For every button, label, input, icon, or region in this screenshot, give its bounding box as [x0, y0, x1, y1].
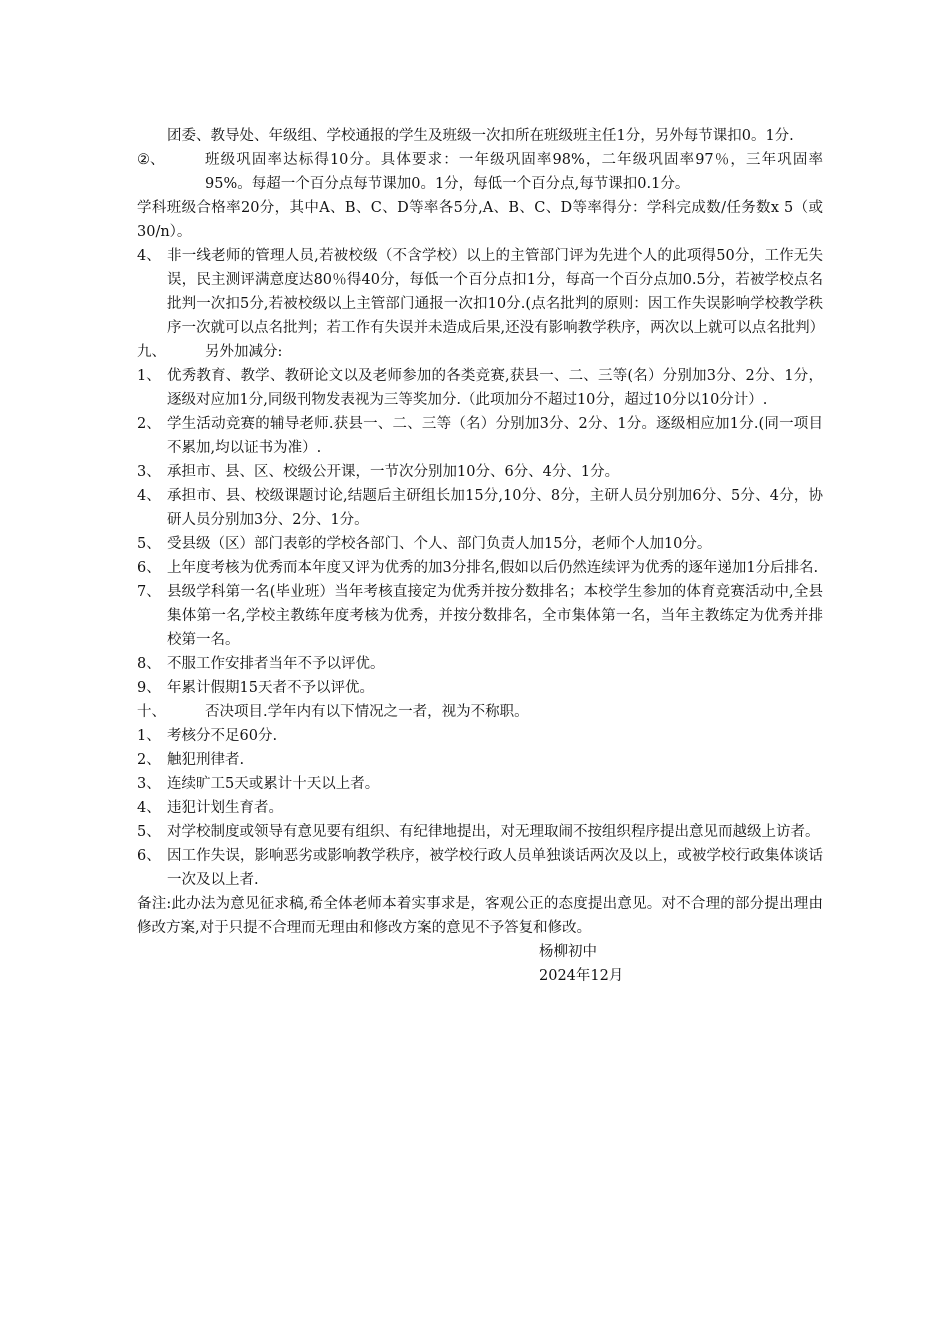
list-item — [137, 532, 823, 556]
list-item — [137, 844, 823, 892]
item-text: 班级巩固率达标得10分。具体要求：一年级巩固率98%，二年级巩固率97％，三年巩固率95%。每超一个百分点每节课加0。1分，每低一个百分点,每节课扣0.1分。 — [205, 152, 823, 192]
list-item — [137, 556, 823, 580]
note-paragraph: 备注:此办法为意见征求稿,希全体老师本着实事求是，客观公正的态度提出意见。对不合理的部分提出理由修改方案,对于只提不合理而无理由和修改方案的意见不予答复和修改。 — [137, 896, 823, 936]
item-number: 9、 — [137, 680, 161, 696]
list-item — [137, 412, 823, 460]
item-number: 3、 — [137, 464, 161, 480]
item-text: 触犯刑律者. — [167, 752, 245, 768]
item-number: 5、 — [137, 536, 161, 552]
item-text: 连续旷工5天或累计十天以上者。 — [167, 776, 380, 792]
item-text: 学生活动竞赛的辅导老师.获县一、二、三等（名）分别加3分、2分、1分。逐级相应加1分.(同一项目不累加,均以证书为准）. — [167, 416, 823, 456]
subject-pass-rate: 学科班级合格率20分，其中A、B、C、D等率各5分,A、B、C、D等率得分：学科完成数/任务数x 5（或30/n）。 — [137, 200, 823, 240]
item-text: 承担市、县、区、校级公开课，一节次分别加10分、6分、4分、1分。 — [167, 464, 620, 480]
item-number: 8、 — [137, 656, 161, 672]
list-item — [137, 652, 823, 676]
section-title: 否决项目.学年内有以下情况之一者，视为不称职。 — [205, 704, 529, 720]
list-item — [137, 364, 823, 412]
list-item — [137, 676, 823, 700]
list-item — [137, 748, 823, 772]
item-number: 5、 — [137, 824, 161, 840]
item-text: 考核分不足60分. — [167, 728, 278, 744]
item-number: 7、 — [137, 584, 161, 600]
list-item — [137, 484, 823, 532]
item-number: 2、 — [137, 752, 161, 768]
item-text: 不服工作安排者当年不予以评优。 — [167, 656, 385, 672]
list-item — [137, 820, 823, 844]
document-page — [137, 124, 823, 988]
item-text: 受县级（区）部门表彰的学校各部门、个人、部门负责人加15分，老师个人加10分。 — [167, 536, 712, 552]
signature-date: 2024年12月 — [539, 968, 624, 984]
list-item — [137, 724, 823, 748]
section-10-heading — [137, 700, 823, 724]
list-item — [137, 772, 823, 796]
list-item — [137, 580, 823, 652]
section-number: 九、 — [137, 344, 166, 360]
item-number: 3、 — [137, 776, 161, 792]
item-number: 4、 — [137, 488, 161, 504]
item-number: ②、 — [137, 152, 165, 168]
signature-school: 杨柳初中 — [539, 944, 597, 960]
list-item — [137, 460, 823, 484]
item-text: 县级学科第一名(毕业班）当年考核直接定为优秀并按分数排名；本校学生参加的体育竞赛活动中,全县集体第一名,学校主教练年度考核为优秀，并按分数排名，全市集体第一名，当年主教练定为优秀并排校第一名。 — [167, 584, 823, 648]
item-number: 6、 — [137, 560, 161, 576]
item-text: 优秀教育、教学、教研论文以及老师参加的各类竞赛,获县一、二、三等(名）分别加3分、2分、1分，逐级对应加1分,同级刊物发表视为三等奖加分.（此项加分不超过10分，超过10分以10分计）. — [167, 368, 823, 408]
item-circle-2 — [137, 148, 823, 196]
item-text: 承担市、县、校级课题讨论,结题后主研组长加15分,10分、8分，主研人员分别加6分、5分、4分，协研人员分别加3分、2分、1分。 — [167, 488, 823, 528]
item-text: 对学校制度或领导有意见要有组织、有纪律地提出，对无理取闹不按组织程序提出意见而越级上访者。 — [167, 824, 820, 840]
item-text: 非一线老师的管理人员,若被校级（不含学校）以上的主管部门评为先进个人的此项得50分，工作无失误，民主测评满意度达80％得40分，每低一个百分点扣1分，每高一个百分点加0.5分，若被学校点名批判一次扣5分,若被校级以上主管部门通报一次扣10分.(点名批判的原则：因工作失误影响学校教学秩序一次就可以点名批判；若工作有失误并未造成后果,还没有影响教学秩序，两次以上就可以点名批判） — [167, 248, 825, 336]
item-number: 1、 — [137, 728, 161, 744]
section-title: 另外加减分: — [205, 344, 283, 360]
list-item — [137, 796, 823, 820]
item-number: 2、 — [137, 416, 161, 432]
item-number: 6、 — [137, 848, 161, 864]
item-text: 上年度考核为优秀而本年度又评为优秀的加3分排名,假如以后仍然连续评为优秀的逐年递加1分后排名. — [167, 560, 819, 576]
item-number: 1、 — [137, 368, 161, 384]
item-text: 违犯计划生育者。 — [167, 800, 283, 816]
item-number: 4、 — [137, 248, 161, 264]
item-number: 4、 — [137, 800, 161, 816]
section-number: 十、 — [137, 704, 166, 720]
top-continuation: 团委、教导处、年级组、学校通报的学生及班级一次扣所在班级班主任1分，另外每节课扣0。1分. — [167, 128, 794, 144]
item-4-management — [137, 244, 823, 340]
item-text: 因工作失误，影响恶劣或影响教学秩序，被学校行政人员单独谈话两次及以上，或被学校行政集体谈话一次及以上者. — [167, 848, 823, 888]
section-9-heading — [137, 340, 823, 364]
item-text: 年累计假期15天者不予以评优。 — [167, 680, 374, 696]
